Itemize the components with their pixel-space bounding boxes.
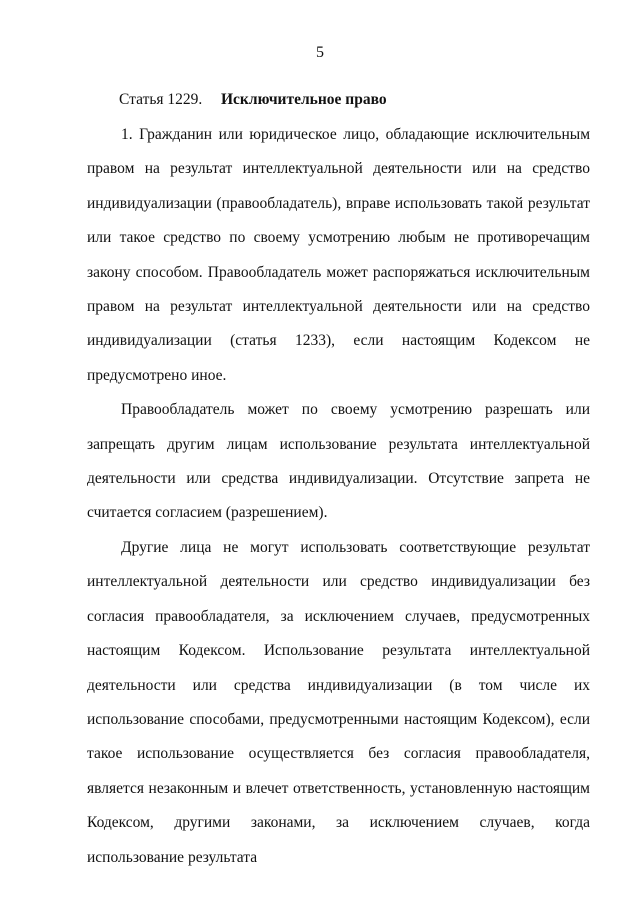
article-number: Статья 1229. bbox=[119, 91, 203, 108]
article-heading bbox=[119, 91, 387, 109]
paragraph-3: Другие лица не могут использовать соответствующие результат интеллектуальной деятельности или средство индивидуализации без согласия правообладателя, за исключением случаев, предусмотренных настоящим Кодексом. Использование результата интеллектуальной деятельности или средства индивидуализации (в том числе их использование способами, предусмотренными настоящим Кодексом), если такое использование осуществляется без согласия правообладателя, является незаконным и влечет ответственность, установленную настоящим Кодексом, другими законами, за исключением случаев, когда использование результата bbox=[87, 538, 590, 866]
page-number: 5 bbox=[316, 44, 324, 61]
paragraph-1: 1. Гражданин или юридическое лицо, обладающие исключительным правом на результат интеллектуальной деятельности или на средство индивидуализации (правообладатель), вправе использовать такой результат или такое средство по своему усмотрению любым не противоречащим закону способом. Правообладатель может распоряжаться исключительным правом на результат интеллектуальной деятельности или на средство индивидуализации (статья 1233), если настоящим Кодексом не предусмотрено иное. bbox=[87, 126, 590, 384]
article-body bbox=[87, 118, 590, 875]
paragraph-2: Правообладатель может по своему усмотрению разрешать или запрещать другим лицам использование результата интеллектуальной деятельности или средства индивидуализации. Отсутствие запрета не считается согласием (разрешением). bbox=[87, 401, 590, 522]
article-title: Исключительное право bbox=[221, 91, 387, 108]
